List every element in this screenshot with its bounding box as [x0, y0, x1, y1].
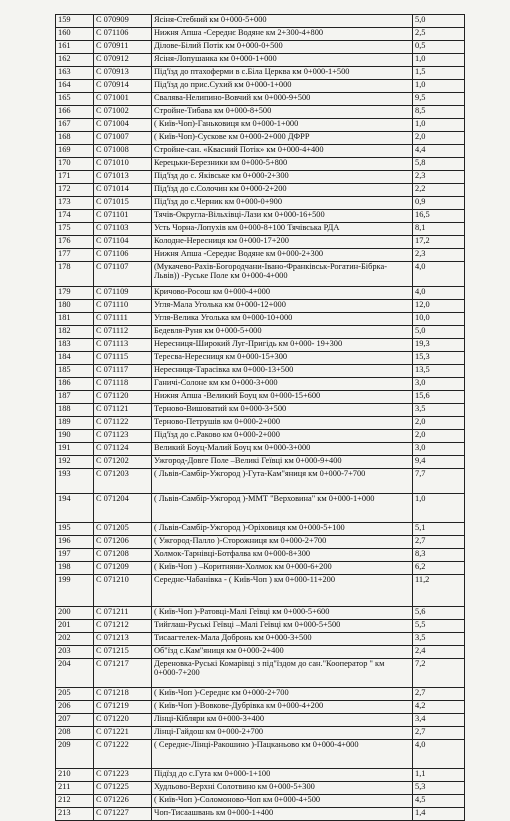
road-name: Об"їзд с.Кам"яниця км 0+000-2+400 — [152, 646, 413, 659]
road-name: Худльово-Верхні Солотвино км 0+000-5+300 — [152, 782, 413, 795]
table-row — [56, 339, 465, 352]
row-number: 196 — [56, 536, 94, 549]
road-length: 9,5 — [413, 93, 465, 106]
table-row — [56, 210, 465, 223]
road-name: ( Київ-Чоп ) –Коритняни-Холмок км 0+000-6+200 — [152, 562, 413, 575]
table-row — [56, 223, 465, 236]
road-code: С 071220 — [94, 714, 152, 727]
road-code: С 071115 — [94, 352, 152, 365]
row-number: 204 — [56, 659, 94, 688]
road-length: 2,4 — [413, 646, 465, 659]
road-name: Нижня Апша -Середнє Водяне км 0+000-2+300 — [152, 249, 413, 262]
road-name: Терново-Петрушів км 0+000-2+000 — [152, 417, 413, 430]
road-length: 1,0 — [413, 494, 465, 523]
road-code: С 071106 — [94, 249, 152, 262]
road-code: С 071015 — [94, 197, 152, 210]
table-row — [56, 443, 465, 456]
road-name: Під'їзд до с. Яківське км 0+000-2+300 — [152, 171, 413, 184]
table-row — [56, 782, 465, 795]
road-code: С 071123 — [94, 430, 152, 443]
road-code: С 071209 — [94, 562, 152, 575]
road-code: С 070914 — [94, 80, 152, 93]
road-length: 2,5 — [413, 28, 465, 41]
road-length: 15,6 — [413, 391, 465, 404]
road-name: ( Київ-Чоп)-Сускове км 0+000-2+000 ДФРР — [152, 132, 413, 145]
row-number: 180 — [56, 300, 94, 313]
road-name: Нижня Апша -Середнє Водяне км 2+300-4+800 — [152, 28, 413, 41]
road-code: С 071218 — [94, 688, 152, 701]
road-name: Кричово-Росош км 0+000-4+000 — [152, 287, 413, 300]
road-code: С 071014 — [94, 184, 152, 197]
road-name: Нересниця-Тарасівка км 0+000-13+500 — [152, 365, 413, 378]
row-number: 168 — [56, 132, 94, 145]
road-length: 9,4 — [413, 456, 465, 469]
table-row — [56, 740, 465, 769]
road-code: С 071120 — [94, 391, 152, 404]
road-name: Ужгород-Довге Поле –Великі Геївці км 0+000-9+400 — [152, 456, 413, 469]
table-row — [56, 249, 465, 262]
table-row — [56, 795, 465, 808]
road-name: Чоп-Тисаашвань км 0+000-1+400 — [152, 808, 413, 821]
row-number: 194 — [56, 494, 94, 523]
table-row — [56, 469, 465, 494]
row-number: 189 — [56, 417, 94, 430]
road-length: 8,1 — [413, 223, 465, 236]
road-name: Угля-Мала Уголька км 0+000-12+000 — [152, 300, 413, 313]
road-code: С 071211 — [94, 607, 152, 620]
road-name: Лінці-Гайдош км 0+000-2+700 — [152, 727, 413, 740]
road-code: С 071217 — [94, 659, 152, 688]
table-row — [56, 701, 465, 714]
road-name: Угля-Велика Уголька км 0+000-10+000 — [152, 313, 413, 326]
table-row — [56, 378, 465, 391]
road-name: Великий Боуц-Малий Боуц км 0+000-3+000 — [152, 443, 413, 456]
road-code: С 071204 — [94, 494, 152, 523]
row-number: 201 — [56, 620, 94, 633]
row-number: 199 — [56, 575, 94, 607]
table-row — [56, 549, 465, 562]
road-length: 3,5 — [413, 633, 465, 646]
row-number: 185 — [56, 365, 94, 378]
row-number: 200 — [56, 607, 94, 620]
road-length: 2,0 — [413, 417, 465, 430]
table-row — [56, 300, 465, 313]
road-name: Нересниця-Широкий Луг-Пригідь км 0+000- 19+300 — [152, 339, 413, 352]
table-row — [56, 633, 465, 646]
road-code: С 071110 — [94, 300, 152, 313]
row-number: 164 — [56, 80, 94, 93]
road-name: ( Київ-Чоп )-Вовкове-Дубрівка км 0+000-4+200 — [152, 701, 413, 714]
row-number: 166 — [56, 106, 94, 119]
road-length: 0,5 — [413, 41, 465, 54]
road-code: С 071210 — [94, 575, 152, 607]
row-number: 206 — [56, 701, 94, 714]
road-name: Терново-Вишоватий км 0+000-3+500 — [152, 404, 413, 417]
road-length: 5,0 — [413, 326, 465, 339]
road-name: Ганичі-Солоне км км 0+000-3+000 — [152, 378, 413, 391]
road-code: С 071112 — [94, 326, 152, 339]
road-code: С 070913 — [94, 67, 152, 80]
row-number: 213 — [56, 808, 94, 821]
road-length: 1,0 — [413, 54, 465, 67]
road-code: С 071223 — [94, 769, 152, 782]
row-number: 169 — [56, 145, 94, 158]
table-row — [56, 262, 465, 287]
road-code: С 071104 — [94, 236, 152, 249]
road-name: ( Середнє-Лінці-Ракошино )-Пацканьово км 0+000-4+000 — [152, 740, 413, 769]
road-length: 10,0 — [413, 313, 465, 326]
road-code: С 071208 — [94, 549, 152, 562]
road-name: ( Київ-Чоп )-Соломоново-Чоп км 0+000-4+500 — [152, 795, 413, 808]
road-name: ( Львів-Самбір-Ужгород )-ММТ "Верховина" км 0+000-1+000 — [152, 494, 413, 523]
row-number: 163 — [56, 67, 94, 80]
road-code: С 071113 — [94, 339, 152, 352]
row-number: 183 — [56, 339, 94, 352]
row-number: 207 — [56, 714, 94, 727]
road-name: Тячів-Округла-Вільхівці-Лази км 0+000-16+500 — [152, 210, 413, 223]
road-length: 2,2 — [413, 184, 465, 197]
road-name: Нижня Апша -Великий Боуц км 0+000-15+600 — [152, 391, 413, 404]
road-length: 13,5 — [413, 365, 465, 378]
road-length: 3,0 — [413, 378, 465, 391]
road-length: 5,8 — [413, 158, 465, 171]
road-length: 5,5 — [413, 620, 465, 633]
road-name: Стройне-сан. «Квасний Потік» км 0+000-4+400 — [152, 145, 413, 158]
road-code: С 071107 — [94, 262, 152, 287]
road-length: 12,0 — [413, 300, 465, 313]
road-length: 2,0 — [413, 132, 465, 145]
road-length: 7,7 — [413, 469, 465, 494]
row-number: 212 — [56, 795, 94, 808]
table-row — [56, 145, 465, 158]
road-name: Усть Чорна-Лопухів км 0+000-8+100 Тячівська РДА — [152, 223, 413, 236]
roads-table — [55, 14, 465, 821]
row-number: 209 — [56, 740, 94, 769]
row-number: 211 — [56, 782, 94, 795]
road-code: С 071212 — [94, 620, 152, 633]
table-row — [56, 404, 465, 417]
road-code: С 071202 — [94, 456, 152, 469]
row-number: 198 — [56, 562, 94, 575]
road-code: С 071215 — [94, 646, 152, 659]
road-code: С 071226 — [94, 795, 152, 808]
row-number: 195 — [56, 523, 94, 536]
road-name: Під'їзд до прис.Сухий км 0+000-1+000 — [152, 80, 413, 93]
road-code: С 071101 — [94, 210, 152, 223]
road-code: С 071007 — [94, 132, 152, 145]
road-length: 4,5 — [413, 795, 465, 808]
road-name: Тересва-Нересниця км 0+000-15+300 — [152, 352, 413, 365]
table-row — [56, 494, 465, 523]
road-code: С 070909 — [94, 15, 152, 28]
table-row — [56, 352, 465, 365]
road-code: С 071106 — [94, 28, 152, 41]
road-length: 5,1 — [413, 523, 465, 536]
road-length: 5,3 — [413, 782, 465, 795]
row-number: 191 — [56, 443, 94, 456]
row-number: 178 — [56, 262, 94, 287]
row-number: 170 — [56, 158, 94, 171]
road-code: С 071118 — [94, 378, 152, 391]
table-row — [56, 15, 465, 28]
road-length: 4,2 — [413, 701, 465, 714]
road-length: 5,6 — [413, 607, 465, 620]
table-row — [56, 171, 465, 184]
road-name: ( Львів-Самбір-Ужгород )-Оріховиця км 0+000-5+100 — [152, 523, 413, 536]
row-number: 171 — [56, 171, 94, 184]
road-code: С 070912 — [94, 54, 152, 67]
road-length: 1,0 — [413, 80, 465, 93]
row-number: 184 — [56, 352, 94, 365]
row-number: 159 — [56, 15, 94, 28]
road-length: 1,1 — [413, 769, 465, 782]
road-code: С 071008 — [94, 145, 152, 158]
row-number: 197 — [56, 549, 94, 562]
row-number: 203 — [56, 646, 94, 659]
road-length: 3,5 — [413, 404, 465, 417]
road-length: 2,0 — [413, 430, 465, 443]
road-length: 4,0 — [413, 287, 465, 300]
road-length: 0,9 — [413, 197, 465, 210]
road-length: 4,4 — [413, 145, 465, 158]
road-name: Ясіня-Лопушанка км 0+000-1+000 — [152, 54, 413, 67]
row-number: 210 — [56, 769, 94, 782]
table-row — [56, 430, 465, 443]
row-number: 179 — [56, 287, 94, 300]
row-number: 187 — [56, 391, 94, 404]
road-name: Бедевля-Руня км 0+000-5+000 — [152, 326, 413, 339]
row-number: 192 — [56, 456, 94, 469]
road-length: 11,2 — [413, 575, 465, 607]
road-code: С 071222 — [94, 740, 152, 769]
row-number: 162 — [56, 54, 94, 67]
road-length: 2,7 — [413, 727, 465, 740]
table-row — [56, 727, 465, 740]
row-number: 190 — [56, 430, 94, 443]
road-code: С 071001 — [94, 93, 152, 106]
row-number: 205 — [56, 688, 94, 701]
row-number: 193 — [56, 469, 94, 494]
table-row — [56, 620, 465, 633]
road-code: С 071103 — [94, 223, 152, 236]
road-name: Колодне-Нересниця км 0+000-17+200 — [152, 236, 413, 249]
row-number: 161 — [56, 41, 94, 54]
table-row — [56, 184, 465, 197]
road-code: С 071121 — [94, 404, 152, 417]
table-row — [56, 769, 465, 782]
road-length: 16,5 — [413, 210, 465, 223]
road-name: Керецьки-Березники км 0+000-5+800 — [152, 158, 413, 171]
road-length: 2,3 — [413, 249, 465, 262]
road-code: С 071206 — [94, 536, 152, 549]
road-name: (Мукачево-Рахів-Богородчани-Івано-Франківськ-Рогатин-Бібрка-Львів)) -Руське Поле км 0+000-4+000 — [152, 262, 413, 287]
row-number: 174 — [56, 210, 94, 223]
table-row — [56, 326, 465, 339]
road-length: 17,2 — [413, 236, 465, 249]
road-name: Середнє-Чабанівка - ( Київ-Чоп ) км 0+000-11+200 — [152, 575, 413, 607]
table-row — [56, 562, 465, 575]
road-code: С 071111 — [94, 313, 152, 326]
table-row — [56, 313, 465, 326]
road-code: С 071213 — [94, 633, 152, 646]
road-code: С 071221 — [94, 727, 152, 740]
road-code: С 071124 — [94, 443, 152, 456]
road-name: ( Київ-Чоп )-Середнє км 0+000-2+700 — [152, 688, 413, 701]
road-code: С 070911 — [94, 41, 152, 54]
road-name: Тийглаш-Руські Геївці –Малі Геївці км 0+000-5+500 — [152, 620, 413, 633]
road-name: Лінці-Кібляри км 0+000-3+400 — [152, 714, 413, 727]
row-number: 202 — [56, 633, 94, 646]
road-length: 1,4 — [413, 808, 465, 821]
road-code: С 071004 — [94, 119, 152, 132]
row-number: 175 — [56, 223, 94, 236]
road-length: 7,2 — [413, 659, 465, 688]
table-row — [56, 93, 465, 106]
table-row — [56, 607, 465, 620]
road-length: 8,5 — [413, 106, 465, 119]
road-name: ( Київ-Чоп )-Ратовці-Малі Геївці км 0+000-5+600 — [152, 607, 413, 620]
row-number: 186 — [56, 378, 94, 391]
row-number: 165 — [56, 93, 94, 106]
table-row — [56, 456, 465, 469]
road-name: Під'їзд до с.Солочин км 0+000-2+200 — [152, 184, 413, 197]
road-name: Холмок-Тарнівці-Ботфалва км 0+000-8+300 — [152, 549, 413, 562]
road-length: 1,0 — [413, 119, 465, 132]
road-name: Під'їзд до птахоферми в с.Біла Церква км 0+000-1+500 — [152, 67, 413, 80]
road-code: С 071122 — [94, 417, 152, 430]
table-row — [56, 714, 465, 727]
road-name: Тисаагтелек-Мала Добронь км 0+000-3+500 — [152, 633, 413, 646]
road-code: С 071205 — [94, 523, 152, 536]
road-code: С 071109 — [94, 287, 152, 300]
road-length: 4,0 — [413, 262, 465, 287]
table-row — [56, 287, 465, 300]
row-number: 172 — [56, 184, 94, 197]
road-code: С 071227 — [94, 808, 152, 821]
table-row — [56, 132, 465, 145]
table-row — [56, 688, 465, 701]
table-row — [56, 41, 465, 54]
table-row — [56, 80, 465, 93]
roads-table-body — [56, 15, 465, 821]
road-code: С 071013 — [94, 171, 152, 184]
table-row — [56, 67, 465, 80]
road-name: Під'їзд до с.Черник км 0+000-0+900 — [152, 197, 413, 210]
road-length: 5,0 — [413, 15, 465, 28]
row-number: 182 — [56, 326, 94, 339]
road-length: 2,3 — [413, 171, 465, 184]
table-row — [56, 808, 465, 821]
road-name: Ділове-Білий Потік км 0+000-0+500 — [152, 41, 413, 54]
road-code: С 071225 — [94, 782, 152, 795]
table-row — [56, 158, 465, 171]
table-row — [56, 659, 465, 688]
table-row — [56, 106, 465, 119]
row-number: 177 — [56, 249, 94, 262]
table-row — [56, 417, 465, 430]
road-name: ( Київ-Чоп)-Ганьковиця км 0+000-1+000 — [152, 119, 413, 132]
road-code: С 071117 — [94, 365, 152, 378]
table-row — [56, 54, 465, 67]
row-number: 208 — [56, 727, 94, 740]
table-row — [56, 646, 465, 659]
road-length: 19,3 — [413, 339, 465, 352]
road-length: 15,3 — [413, 352, 465, 365]
row-number: 160 — [56, 28, 94, 41]
table-row — [56, 197, 465, 210]
road-code: С 071010 — [94, 158, 152, 171]
row-number: 173 — [56, 197, 94, 210]
road-code: С 071219 — [94, 701, 152, 714]
road-length: 4,0 — [413, 740, 465, 769]
road-length: 2,7 — [413, 688, 465, 701]
road-name: Під'їзд до с.Раково км 0+000-2+000 — [152, 430, 413, 443]
road-name: Ясіня-Стебний км 0+000-5+000 — [152, 15, 413, 28]
road-name: Підїзд до с.Гута км 0+000-1+100 — [152, 769, 413, 782]
road-name: Свалява-Нелипино-Вовчий км 0+000-9+500 — [152, 93, 413, 106]
table-row — [56, 536, 465, 549]
road-name: Стройне-Тибава км 0+000-8+500 — [152, 106, 413, 119]
row-number: 176 — [56, 236, 94, 249]
table-row — [56, 28, 465, 41]
road-code: С 071002 — [94, 106, 152, 119]
road-length: 1,5 — [413, 67, 465, 80]
row-number: 188 — [56, 404, 94, 417]
table-row — [56, 523, 465, 536]
road-length: 2,7 — [413, 536, 465, 549]
road-name: ( Львів-Самбір-Ужгород )-Гута-Кам"яниця км 0+000-7+700 — [152, 469, 413, 494]
row-number: 167 — [56, 119, 94, 132]
table-row — [56, 236, 465, 249]
road-length: 3,4 — [413, 714, 465, 727]
road-length: 8,3 — [413, 549, 465, 562]
table-row — [56, 365, 465, 378]
table-row — [56, 119, 465, 132]
road-name: ( Ужгород-Палло )-Сторожниця км 0+000-2+700 — [152, 536, 413, 549]
road-length: 6,2 — [413, 562, 465, 575]
table-row — [56, 391, 465, 404]
table-row — [56, 575, 465, 607]
road-code: С 071203 — [94, 469, 152, 494]
row-number: 181 — [56, 313, 94, 326]
road-length: 3,0 — [413, 443, 465, 456]
road-name: Дереновка-Руські Комарівці з під"їздом до сан."Кооператор " км 0+000-7+200 — [152, 659, 413, 688]
